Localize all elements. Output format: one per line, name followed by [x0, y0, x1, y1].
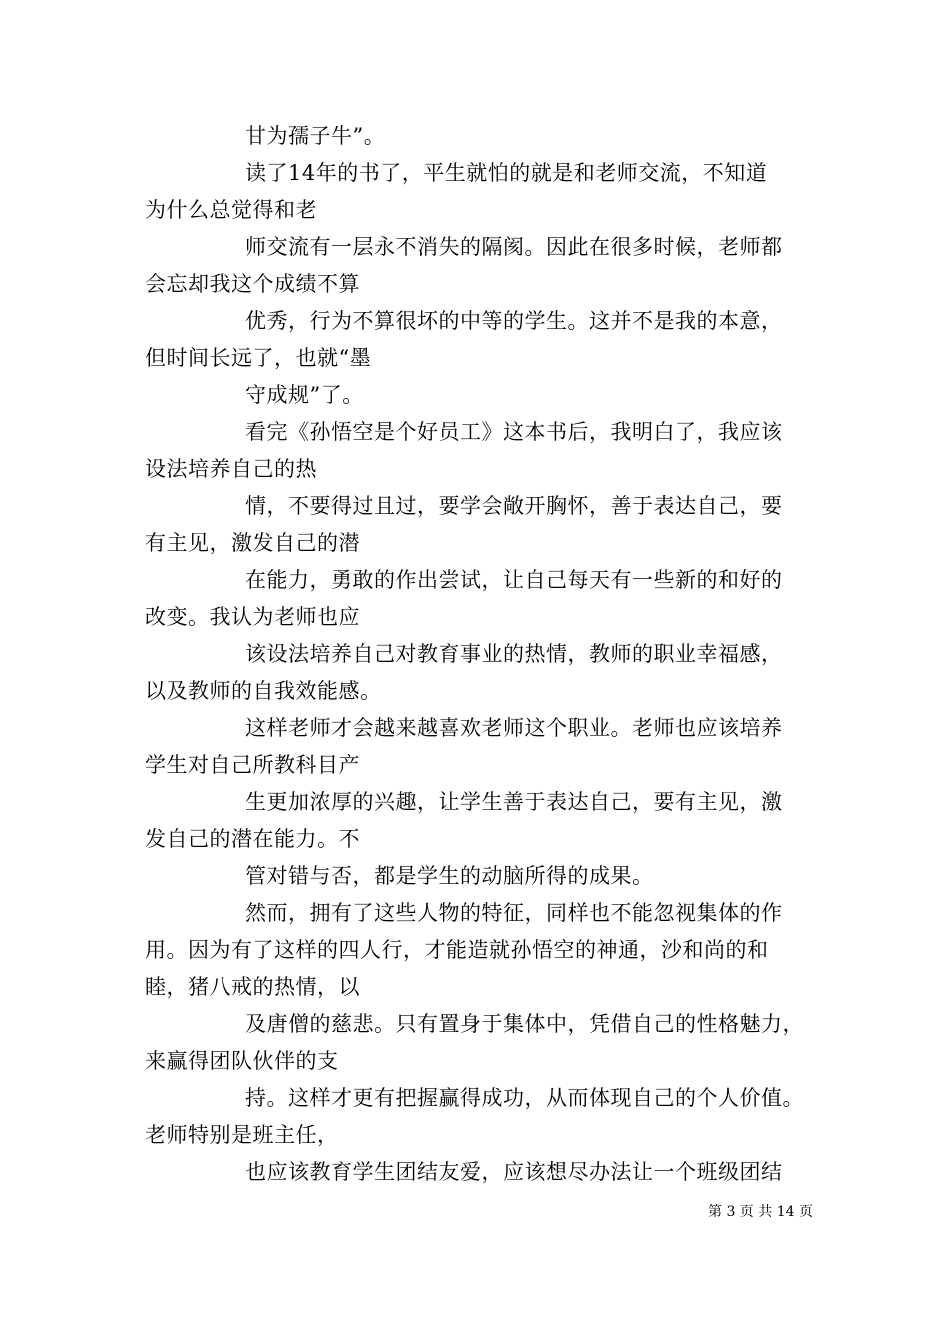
text-line: 有主见，激发自己的潜 — [145, 531, 360, 555]
text-line: 守成规”了。 — [245, 383, 364, 407]
text-line: 然而，拥有了这些人物的特征，同样也不能忽视集体的作 — [245, 901, 783, 925]
text-line: 但时间长远了，也就“墨 — [145, 346, 372, 370]
text-line: 生更加浓厚的兴趣，让学生善于表达自己，要有主见，激 — [245, 790, 783, 814]
text-line: 为什么总觉得和老 — [145, 198, 317, 222]
text-line: 也应该教育学生团结友爱，应该想尽办法让一个班级团结 — [245, 1160, 783, 1184]
text-line: 发自己的潜在能力。不 — [145, 827, 360, 851]
text-line: 学生对自己所教科目产 — [145, 753, 360, 777]
text-line: 该设法培养自己对教育事业的热情，教师的职业幸福感， — [245, 642, 783, 666]
text-line: 来赢得团队伙伴的支 — [145, 1049, 339, 1073]
text-line: 在能力，勇敢的作出尝试，让自己每天有一些新的和好的 — [245, 568, 783, 592]
text-line: 看完《孙悟空是个好员工》这本书后，我明白了，我应该 — [245, 420, 783, 444]
text-line: 管对错与否，都是学生的动脑所得的成果。 — [245, 864, 654, 888]
text-line: 情，不要得过且过，要学会敞开胸怀，善于表达自己，要 — [245, 494, 783, 518]
text-line: 睦，猪八戒的热情，以 — [145, 975, 360, 999]
text-line: 这样老师才会越来越喜欢老师这个职业。老师也应该培养 — [245, 716, 783, 740]
page-footer: 第 3 页 共 14 页 — [708, 1204, 813, 1220]
text-line: 持。这样才更有把握赢得成功，从而体现自己的个人价值。 — [245, 1086, 804, 1110]
text-line: 读了14年的书了，平生就怕的就是和老师交流，不知道 — [245, 161, 768, 185]
text-line: 师交流有一层永不消失的隔阂。因此在很多时候，老师都 — [245, 235, 783, 259]
text-line: 改变。我认为老师也应 — [145, 605, 360, 629]
text-line: 设法培养自己的热 — [145, 457, 317, 481]
text-line: 会忘却我这个成绩不算 — [145, 272, 360, 296]
text-line: 老师特别是班主任， — [145, 1123, 339, 1147]
text-line: 甘为孺子牛”。 — [245, 124, 386, 148]
text-line: 及唐僧的慈悲。只有置身于集体中，凭借自己的性格魅力， — [245, 1012, 804, 1036]
text-line: 用。因为有了这样的四人行，才能造就孙悟空的神通，沙和尚的和 — [145, 938, 769, 962]
text-line: 以及教师的自我效能感。 — [145, 679, 382, 703]
body-text — [145, 118, 825, 1191]
text-line: 优秀，行为不算很坏的中等的学生。这并不是我的本意， — [245, 309, 783, 333]
